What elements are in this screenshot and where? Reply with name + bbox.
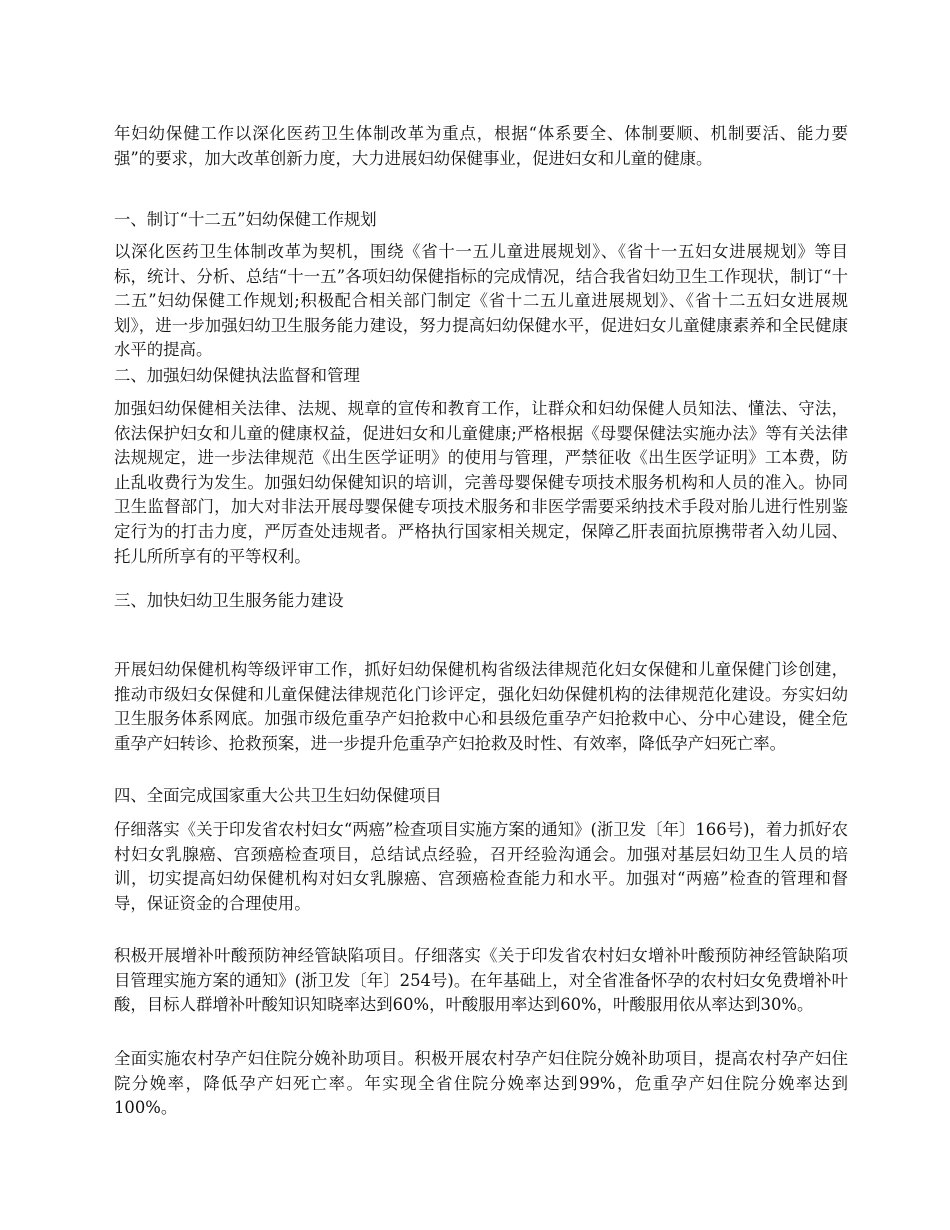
section-1-paragraph: 以深化医药卫生体制改革为契机，围绕《省十一五儿童进展规划》、《省十一五妇女进展规划》等目标，统计、分析、总结“十一五”各项妇幼保健指标的完成情况，结合我省妇幼卫生工作现状，制订“十二五”妇幼保健工作规划;积极配合相关部门制定《省十二五儿童进展规划》、《省十二五妇女进展规划》，进一步加强妇幼卫生服务能力建设，努力提高妇幼保健水平，促进妇女儿童健康素养和全民健康水平的提高。	[114, 242, 848, 360]
section-3-paragraph: 开展妇幼保健机构等级评审工作，抓好妇幼保健机构省级法律规范化妇女保健和儿童保健门诊创建，推动市级妇女保健和儿童保健法律规范化门诊评定，强化妇幼保健机构的法律规范化建设。夯实妇幼卫生服务体系网底。加强市级危重孕产妇抢救中心和县级危重孕产妇抢救中心、分中心建设，健全危重孕产妇转诊、抢救预案，进一步提升危重孕产妇抢救及时性、有效率，降低孕产妇死亡率。	[114, 660, 848, 753]
section-2-heading: 二、加强妇幼保健执法监督和管理	[114, 366, 360, 385]
intro-paragraph: 年妇幼保健工作以深化医药卫生体制改革为重点，根据“体系要全、体制要顺、机制要活、能力要强”的要求，加大改革创新力度，大力进展妇幼保健事业，促进妇女和儿童的健康。	[114, 124, 848, 168]
section-3-heading: 三、加快妇幼卫生服务能力建设	[114, 591, 344, 610]
section-4-paragraph-1: 仔细落实《关于印发省农村妇女“两癌”检查项目实施方案的通知》(浙卫发〔年〕166号)，着力抓好农村妇女乳腺癌、宫颈癌检查项目，总结试点经验，召开经验沟通会。加强对基层妇幼卫生人员的培训，切实提高妇幼保健机构对妇女乳腺癌、宫颈癌检查能力和水平。加强对“两癌”检查的管理和督导，保证资金的合理使用。	[114, 820, 848, 913]
section-4-heading: 四、全面完成国家重大公共卫生妇幼保健项目	[114, 786, 442, 805]
section-4-paragraph-2: 积极开展增补叶酸预防神经管缺陷项目。仔细落实《关于印发省农村妇女增补叶酸预防神经管缺陷项目管理实施方案的通知》(浙卫发〔年〕254号)。在年基础上，对全省准备怀孕的农村妇女免费增补叶酸，目标人群增补叶酸知识知晓率达到60%，叶酸服用率达到60%，叶酸服用依从率达到30%。	[114, 946, 848, 1015]
section-2-paragraph: 加强妇幼保健相关法律、法规、规章的宣传和教育工作，让群众和妇幼保健人员知法、懂法、守法，依法保护妇女和儿童的健康权益，促进妇女和儿童健康;严格根据《母婴保健法实施办法》等有关法律法规规定，进一步法律规范《出生医学证明》的使用与管理，严禁征收《出生医学证明》工本费，防止乱收费行为发生。加强妇幼保健知识的培训，完善母婴保健专项技术服务机构和人员的准入。协同卫生监督部门，加大对非法开展母婴保健专项技术服务和非医学需要采纳技术手段对胎儿进行性别鉴定行为的打击力度，严厉查处违规者。严格执行国家相关规定，保障乙肝表面抗原携带者入幼儿园、托儿所所享有的平等权利。	[114, 399, 848, 566]
section-4-paragraph-3: 全面实施农村孕产妇住院分娩补助项目。积极开展农村孕产妇住院分娩补助项目，提高农村孕产妇住院分娩率，降低孕产妇死亡率。年实现全省住院分娩率达到99%，危重孕产妇住院分娩率达到100%。	[114, 1049, 848, 1118]
section-1-heading: 一、制订“十二五”妇幼保健工作规划	[114, 210, 377, 229]
